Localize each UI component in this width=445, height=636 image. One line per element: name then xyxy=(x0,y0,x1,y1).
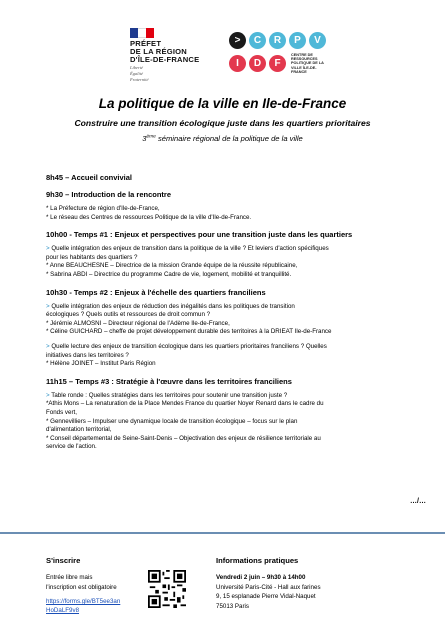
list-item: * Gennevilliers – Impulser une dynamique locale de transition écologique – focus sur le plan xyxy=(46,417,298,425)
continued-marker: …/… xyxy=(410,498,426,505)
crpv-letter-r: R xyxy=(269,32,286,49)
register-text-2: l'inscription est obligatoire xyxy=(46,583,117,591)
slot-intro-title: 9h30 – Introduction de la rencontre xyxy=(46,190,172,199)
list-item: * Céline GUICHARD – cheffe de projet développement durable des territoires à la DRIEAT Ile-de-France xyxy=(46,328,332,336)
marianne-flag-icon xyxy=(130,26,210,40)
list-item: * Jérémie ALMOSNI – Directeur régional de l'Adème Ile-de-France, xyxy=(46,319,230,327)
prefet-motto-2: Égalité xyxy=(130,71,143,76)
crpv-letter-p: P xyxy=(289,32,306,49)
crpv-letter-d: D xyxy=(249,55,266,72)
crpv-letter-v: V xyxy=(309,32,326,49)
slot-temps3-title: 11h15 – Temps #3 : Stratégie à l'œuvre dans les territoires franciliens xyxy=(46,376,292,386)
info-line: 9, 15 esplanade Pierre Vidal-Naquet xyxy=(216,593,316,600)
qr-code-icon[interactable] xyxy=(148,570,186,608)
info-title: Informations pratiques xyxy=(216,556,299,565)
register-link-part-2: HoDaLF9v8 xyxy=(46,607,80,614)
arrow-marker-icon: > xyxy=(46,391,52,399)
prefet-motto-1: Liberté xyxy=(130,65,143,70)
list-item: * Anne BEAUCHESNE – Directrice de la mission Grande équipe de la réussite républicaine, xyxy=(46,262,298,270)
register-link-part-1: https://forms.gle/BT5ee3an xyxy=(46,598,121,605)
question-text: Table ronde : Quelles stratégies dans les territoires pour soutenir une transition juste ? xyxy=(51,391,288,399)
list-item: Fonds vert, xyxy=(46,408,77,416)
crpv-logo xyxy=(229,32,339,82)
crpv-letter-i: I xyxy=(229,55,246,72)
seminar-sup: ème xyxy=(146,134,156,140)
prefet-line-2: DE LA RÉGION xyxy=(130,47,187,56)
arrow-marker-icon: > xyxy=(46,342,52,350)
question-line xyxy=(46,392,406,401)
question-line: écologiques ? Quels outils et ressources de droit commun ? xyxy=(46,311,211,319)
question-line xyxy=(46,245,406,254)
question-line: pour les habitants des quartiers ? xyxy=(46,253,138,261)
footer xyxy=(0,534,445,636)
info-column xyxy=(216,556,416,611)
slot-temps1-title: 10h00 - Temps #1 : Enjeux et perspectives pour une transition juste dans les quartiers xyxy=(46,230,353,240)
list-item: service de l'action. xyxy=(46,443,97,451)
crpv-arrow-icon: > xyxy=(229,32,246,49)
seminar-text: séminaire régional de la politique de la ville xyxy=(155,134,303,143)
list-item: * Conseil départemental de Seine-Saint-Denis – Objectivation des enjeux de résilience territoriale au xyxy=(46,434,321,442)
slot-temps2-title: 10h30 - Temps #2 : Enjeux à l'échelle des quartiers franciliens xyxy=(46,287,266,297)
page-subtitle: Construire une transition écologique juste dans les quartiers prioritaires xyxy=(74,118,371,128)
list-item: d'alimentation territorial, xyxy=(46,426,112,434)
prefet-line-3: D'ÎLE-DE-FRANCE xyxy=(130,55,200,64)
crpv-caption: CENTRE DE RESSOURCES POLITIQUE DE LA VILLE ÎLE-DE-FRANCE xyxy=(291,53,324,74)
question-line xyxy=(46,303,406,312)
register-column xyxy=(46,556,146,615)
list-item: * Le réseau des Centres de ressources Politique de la ville d'Ile-de-France. xyxy=(46,213,252,221)
question-text: Quelle lecture des enjeux de transition écologique dans les quartiers prioritaires franciliens ? Quelles xyxy=(51,342,327,350)
list-item: * La Préfecture de région d'Ile-de-France, xyxy=(46,205,160,212)
prefet-motto-3: Fraternité xyxy=(130,77,149,82)
list-item: * Hélène JOINET – Institut Paris Région xyxy=(46,360,156,368)
question-line xyxy=(46,343,406,352)
question-text: Quelle intégration des enjeux de transition dans la politique de la ville ? Et leviers d'action spécifiques xyxy=(51,245,329,253)
crpv-letter-f: F xyxy=(269,55,286,72)
question-text: Quelle intégration des enjeux de réduction des inégalités dans les politiques de transition xyxy=(51,302,295,310)
info-date: Vendredi 2 juin – 9h30 à 14h00 xyxy=(216,574,306,581)
page-title: La politique de la ville en Ile-de-France xyxy=(98,96,347,111)
program xyxy=(46,173,406,452)
list-item: *Athis Mons – La renaturation de la Place Mendes France du quartier Noyer Renard dans le cadre du xyxy=(46,400,324,408)
register-title: S'inscrire xyxy=(46,556,81,565)
list-item: * Sabrina ABDI – Directrice du programme Cadre de vie, logement, mobilité et tranquillité. xyxy=(46,270,292,278)
prefecture-logo xyxy=(130,26,210,82)
seminar-number: 3 xyxy=(142,134,147,143)
arrow-marker-icon: > xyxy=(46,302,52,310)
crpv-letter-c: C xyxy=(249,32,266,49)
slot-welcome-title: 8h45 – Accueil convivial xyxy=(46,173,133,182)
register-text-1: Entrée libre mais xyxy=(46,574,93,581)
prefet-line-1: PRÉFET xyxy=(130,39,162,48)
arrow-marker-icon: > xyxy=(46,245,52,253)
info-line: 75013 Paris xyxy=(216,602,250,610)
info-line: Université Paris-Cité - Hall aux farines xyxy=(216,583,321,591)
register-link[interactable] xyxy=(46,597,146,615)
question-line: initiatives dans les territoires ? xyxy=(46,351,129,359)
seminar-line xyxy=(0,134,445,143)
